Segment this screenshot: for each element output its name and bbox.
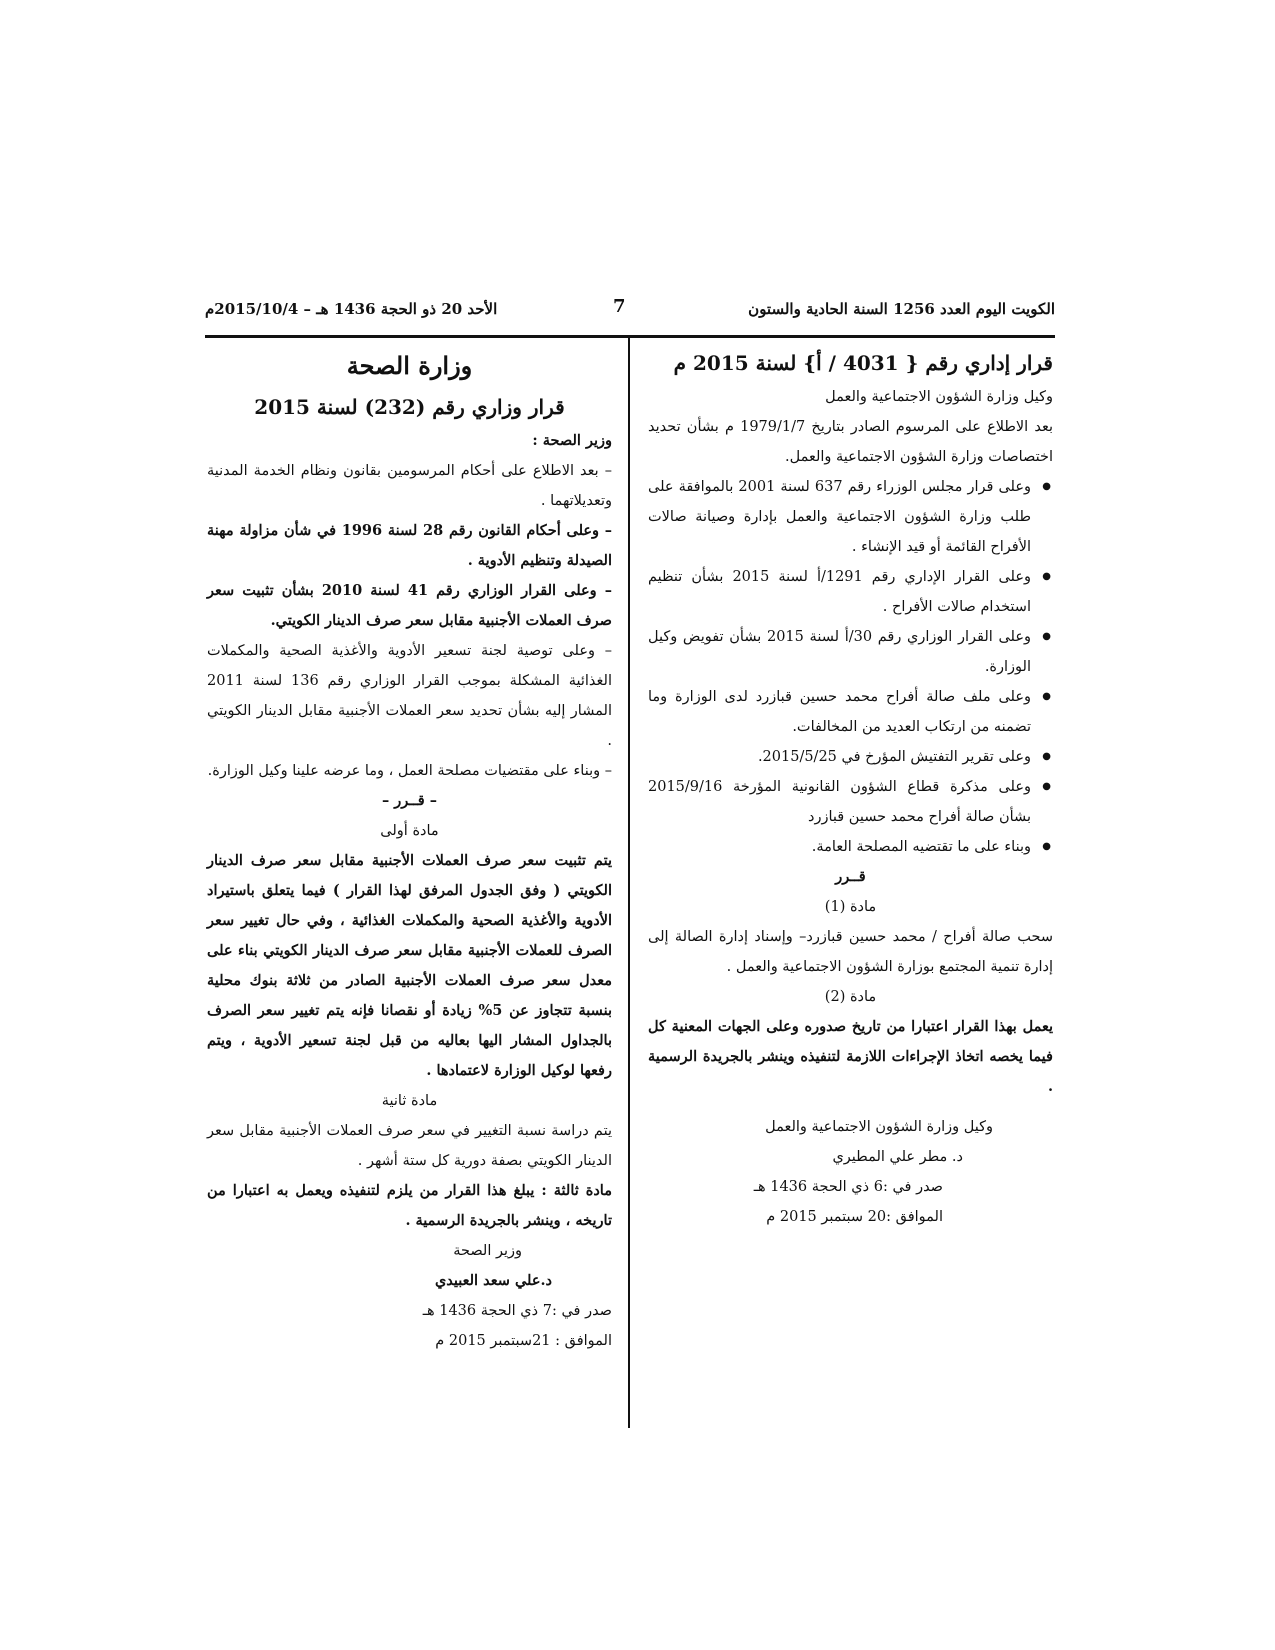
- issue-date-hijri: صدر في :6 ذي الحجة 1436 هـ: [753, 1179, 943, 1195]
- recital-item: ● وعلى مذكرة قطاع الشؤون القانونية المؤرخة 2015/9/16 بشأن صالة أفراح محمد حسين قبازرد: [648, 772, 1031, 832]
- page-number: 7: [613, 296, 626, 317]
- ministry-name: وزارة الصحة: [346, 351, 473, 380]
- issue-date-gregorian: الموافق :20 سبتمبر 2015 م: [766, 1209, 943, 1225]
- ministerial-decision-title: قرار وزاري رقم (232) لسنة 2015: [254, 395, 565, 419]
- recital-item: ● وعلى قرار مجلس الوزراء رقم 637 لسنة 2001 بالموافقة على طلب وزارة الشؤون الاجتماعية والعمل بإدارة وصيانة صالات الأفراح القائمة أو قيد الإنشاء .: [648, 472, 1031, 562]
- article-heading: مادة ثانية: [381, 1093, 438, 1109]
- signatory-title: وكيل وزارة الشؤون الاجتماعية والعمل: [765, 1119, 993, 1135]
- page-header: [205, 294, 1055, 324]
- article-text: يتم دراسة نسبة التغيير في سعر صرف العملات الأجنبية مقابل سعر الدينار الكويتي بصفة دورية كل ستة أشهر .: [207, 1123, 612, 1169]
- recitals-list: [648, 472, 1053, 862]
- article-text: يعمل بهذا القرار اعتبارا من تاريخ صدوره وعلى الجهات المعنية كل فيما يخصه اتخاذ الإجراءات اللازمة لتنفيذه وينشر بالجريدة الرسمية .: [648, 1018, 1053, 1095]
- signatory-title: وزير الصحة: [453, 1243, 522, 1259]
- clause: – وبناء على مقتضيات مصلحة العمل ، وما عرضه علينا وكيل الوزارة.: [207, 763, 612, 779]
- header-issue-info: الكويت اليوم العدد 1256 السنة الحادية والستون: [748, 300, 1055, 318]
- issuer: وكيل وزارة الشؤون الاجتماعية والعمل: [825, 389, 1053, 405]
- admin-decision-column: [648, 344, 1053, 1232]
- column-divider: [628, 338, 630, 1428]
- article-heading: مادة (2): [824, 989, 877, 1005]
- admin-decision-title: قرار إداري رقم { 4031 / أ} لسنة 2015 م: [673, 351, 1053, 375]
- header-rule: [205, 335, 1055, 338]
- article-text: يتم تثبيت سعر صرف العملات الأجنبية مقابل سعر صرف الدينار الكويتي ( وفق الجدول المرفق لهذا القرار ) فيما يتعلق باستيراد الأدوية والأغذية الصحية والمكملات الغذائية ، وفي حال تغيير سعر الصرف للعملات الأجنبية مقابل سعر صرف الدينار الكويتي بناء على معدل سعر صرف العملات الأجنبية الصادر من ثلاثة بنوك محلية بنسبة تتجاوز عن 5% زيادة أو نقصانا فإنه يتم تغيير سعر الصرف بالجداول المشار اليها بعاليه من قبل لجنة تسعير الأدوية ، ويتم رفعها لوكيل الوزارة لاعتمادها .: [207, 852, 612, 1079]
- preamble: بعد الاطلاع على المرسوم الصادر بتاريخ 1979/1/7 م بشأن تحديد اختصاصات وزارة الشؤون الاجتماعية والعمل.: [648, 419, 1053, 465]
- issue-date-hijri: صدر في :7 ذي الحجة 1436 هـ: [422, 1303, 612, 1319]
- clause: – وعلى القرار الوزاري رقم 41 لسنة 2010 بشأن تثبيت سعر صرف العملات الأجنبية مقابل سعر صرف الدينار الكويتي.: [207, 582, 612, 629]
- recital-item: ● وعلى ملف صالة أفراح محمد حسين قبازرد لدى الوزارة وما تضمنه من ارتكاب العديد من المخالفات.: [648, 682, 1031, 742]
- article-heading: مادة (1): [824, 899, 877, 915]
- issuer: وزير الصحة :: [532, 432, 612, 449]
- recital-item: ● وعلى القرار الإداري رقم 1291/أ لسنة 2015 بشأن تنظيم استخدام صالات الأفراح .: [648, 562, 1031, 622]
- header-date: الأحد 20 ذو الحجة 1436 هـ – 2015/10/4م: [205, 300, 498, 318]
- article-text: مادة ثالثة : يبلغ هذا القرار من يلزم لتنفيذه ويعمل به اعتبارا من تاريخه ، وينشر بالجريدة الرسمية .: [207, 1182, 612, 1229]
- signatory-name: د. مطر علي المطيري: [832, 1149, 963, 1165]
- ministerial-decision-column: [207, 344, 612, 1356]
- signatory-name: د.علي سعد العبيدي: [434, 1272, 552, 1289]
- recital-item: ● وعلى القرار الوزاري رقم 30/أ لسنة 2015 بشأن تفويض وكيل الوزارة.: [648, 622, 1031, 682]
- article-heading: مادة أولى: [380, 823, 439, 839]
- article-text: سحب صالة أفراح / محمد حسين قبازرد– وإسناد إدارة الصالة إلى إدارة تنمية المجتمع بوزارة الشؤون الاجتماعية والعمل .: [648, 929, 1053, 975]
- decision-heading: – قــرر –: [381, 792, 438, 809]
- clause: – بعد الاطلاع على أحكام المرسومين بقانون ونظام الخدمة المدنية وتعديلاتهما .: [207, 463, 612, 509]
- clause: – وعلى توصية لجنة تسعير الأدوية والأغذية الصحية والمكملات الغذائية المشكلة بموجب القرار الوزاري رقم 136 لسنة 2011 المشار إليه بشأن تحديد سعر العملات الأجنبية مقابل الدينار الكويتي .: [207, 643, 612, 749]
- decision-heading: قــرر: [835, 868, 866, 885]
- recital-item: ● وعلى تقرير التفتيش المؤرخ في 2015/5/25.: [648, 742, 1031, 772]
- issue-date-gregorian: الموافق : 21سبتمبر 2015 م: [435, 1333, 612, 1349]
- recital-item: ● وبناء على ما تقتضيه المصلحة العامة.: [648, 832, 1031, 862]
- clause: – وعلى أحكام القانون رقم 28 لسنة 1996 في شأن مزاولة مهنة الصيدلة وتنظيم الأدوية .: [207, 522, 612, 569]
